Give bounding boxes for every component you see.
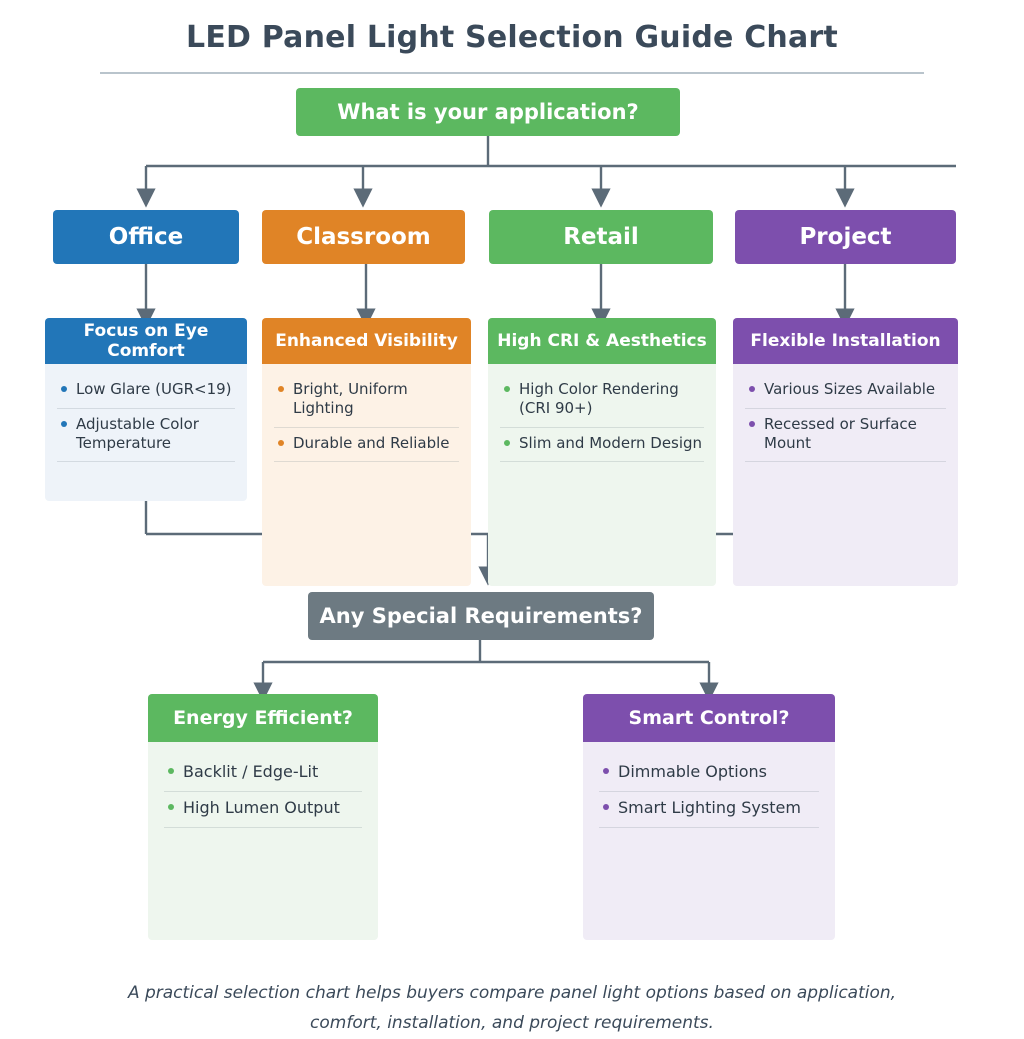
bullet-icon — [504, 386, 510, 392]
list-item — [274, 428, 459, 463]
card-title: Energy Efficient? — [148, 694, 378, 742]
list-item — [57, 374, 235, 409]
card-body — [733, 364, 958, 470]
card-title: High CRI & Aesthetics — [488, 318, 716, 364]
list-item-label: Durable and Reliable — [293, 433, 450, 452]
caption — [0, 979, 1024, 1039]
category-classroom[interactable] — [262, 210, 465, 264]
list-item — [274, 374, 459, 428]
list-item-label: High Lumen Output — [183, 798, 340, 817]
card-body — [583, 742, 835, 842]
bullet-icon — [61, 421, 67, 427]
list-item — [745, 374, 946, 409]
bullet-icon — [61, 386, 67, 392]
root-question[interactable] — [296, 88, 680, 136]
flowchart-canvas — [0, 74, 1024, 1033]
list-item — [745, 409, 946, 463]
card-project — [733, 318, 958, 586]
card-title: Smart Control? — [583, 694, 835, 742]
category-label: Retail — [563, 224, 639, 250]
card-classroom — [262, 318, 471, 586]
card-office — [45, 318, 247, 501]
special-requirements-label: Any Special Requirements? — [319, 604, 643, 628]
category-label: Project — [799, 224, 892, 250]
list-item — [500, 428, 704, 463]
card-body — [488, 364, 716, 470]
card-title: Flexible Installation — [733, 318, 958, 364]
category-office[interactable] — [53, 210, 239, 264]
list-item-label: Bright, Uniform Lighting — [293, 380, 408, 417]
list-item-label: Backlit / Edge-Lit — [183, 762, 319, 781]
list-item-label: Low Glare (UGR<19) — [76, 380, 232, 398]
card-title: Enhanced Visibility — [262, 318, 471, 364]
category-label: Office — [108, 224, 184, 250]
list-item-label: High Color Rendering (CRI 90+) — [519, 380, 679, 417]
caption-line-1: A practical selection chart helps buyers compare panel light options based on application, — [127, 983, 897, 1003]
card-body — [148, 742, 378, 842]
list-item-label: Adjustable Color Temperature — [76, 414, 199, 452]
list-item — [164, 756, 362, 792]
list-item — [599, 792, 819, 828]
list-item-label: Recessed or Surface Mount — [764, 414, 917, 452]
category-label: Classroom — [296, 224, 431, 250]
list-item-label: Smart Lighting System — [618, 798, 801, 817]
card-retail — [488, 318, 716, 586]
bullet-icon — [168, 768, 174, 774]
card-title: Focus on Eye Comfort — [45, 318, 247, 364]
bullet-icon — [603, 768, 609, 774]
bullet-icon — [603, 804, 609, 810]
list-item — [599, 756, 819, 792]
list-item — [164, 792, 362, 828]
card-body — [262, 364, 471, 470]
list-item — [57, 409, 235, 463]
bullet-icon — [278, 386, 284, 392]
bullet-icon — [504, 440, 510, 446]
list-item — [500, 374, 704, 428]
bullet-icon — [749, 421, 755, 427]
page-title: LED Panel Light Selection Guide Chart — [186, 20, 838, 55]
caption-line-2: comfort, installation, and project requirements. — [310, 1012, 714, 1033]
card-energy-efficient — [148, 694, 378, 940]
list-item-label: Dimmable Options — [618, 762, 768, 781]
category-project[interactable] — [735, 210, 956, 264]
bullet-icon — [168, 804, 174, 810]
card-body — [45, 364, 247, 470]
bullet-icon — [278, 440, 284, 446]
category-retail[interactable] — [489, 210, 713, 264]
card-smart-control — [583, 694, 835, 940]
bullet-icon — [749, 386, 755, 392]
root-question-label: What is your application? — [337, 100, 639, 124]
list-item-label: Slim and Modern Design — [519, 433, 703, 452]
special-requirements-question[interactable] — [308, 592, 654, 640]
list-item-label: Various Sizes Available — [764, 380, 936, 398]
